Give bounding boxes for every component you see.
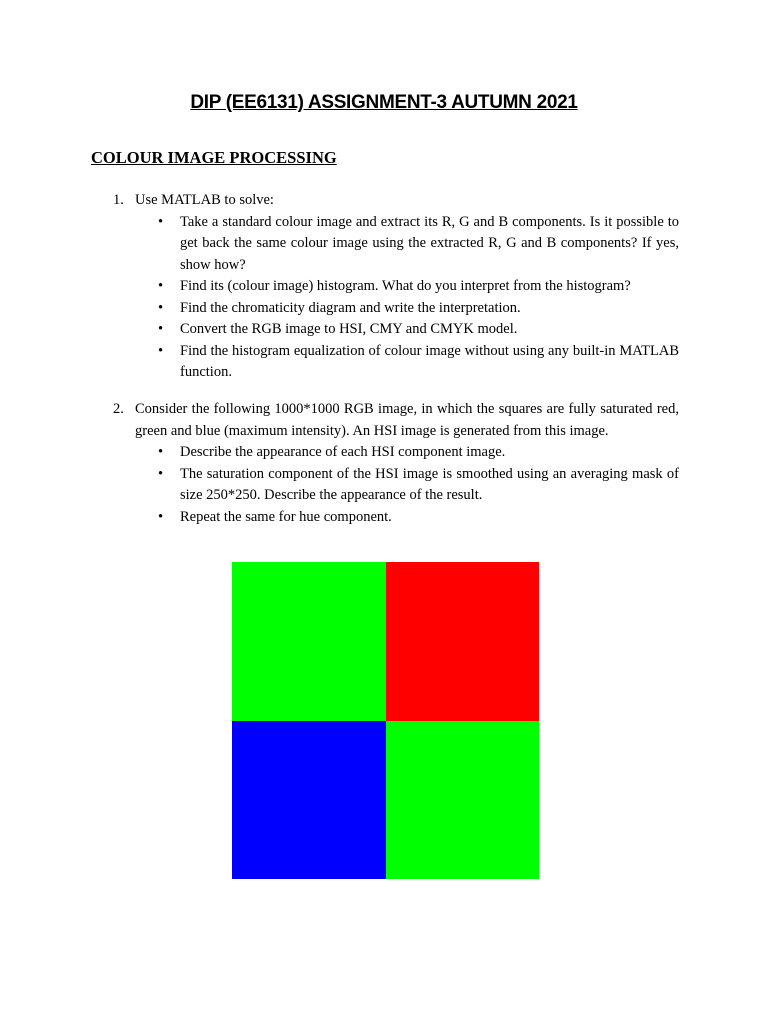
question-2-text: Consider the following 1000*1000 RGB image, in which the squares are fully saturated red, green and blue (maximum intensity). An HSI image is generated from this image. <box>135 401 679 439</box>
green-square-top-left <box>232 562 386 721</box>
question-2-bullet: • Describe the appearance of each HSI component image. <box>158 442 679 464</box>
rgb-squares-figure <box>232 562 539 879</box>
question-1-bullet: • Convert the RGB image to HSI, CMY and CMYK model. <box>158 319 679 341</box>
question-1 <box>113 190 679 384</box>
section-title: COLOUR IMAGE PROCESSING <box>91 148 337 167</box>
page-title: DIP (EE6131) ASSIGNMENT-3 AUTUMN 2021 <box>190 92 578 113</box>
question-2-bullet: • Repeat the same for hue component. <box>158 507 679 529</box>
question-1-bullet: • Take a standard colour image and extract its R, G and B components. Is it possible to get back the same colour image using the extracted R, G and B components? If yes, show how? <box>158 212 679 277</box>
question-2-bullet: • The saturation component of the HSI image is smoothed using an averaging mask of size 250*250. Describe the appearance of the result. <box>158 464 679 507</box>
question-1-bullet-list <box>158 212 679 384</box>
question-2-number: 2. <box>113 401 124 417</box>
question-1-number: 1. <box>113 192 124 208</box>
question-1-text: Use MATLAB to solve: <box>135 192 274 208</box>
question-2 <box>113 399 679 528</box>
blue-square-bottom-left <box>232 721 386 880</box>
question-1-bullet: • Find the histogram equalization of colour image without using any built-in MATLAB function. <box>158 341 679 384</box>
question-2-bullet-list <box>158 442 679 528</box>
red-square-top-right <box>386 562 540 721</box>
green-square-bottom-right <box>386 721 540 880</box>
question-1-bullet: • Find its (colour image) histogram. What do you interpret from the histogram? <box>158 276 679 298</box>
question-1-bullet: • Find the chromaticity diagram and write the interpretation. <box>158 298 679 320</box>
